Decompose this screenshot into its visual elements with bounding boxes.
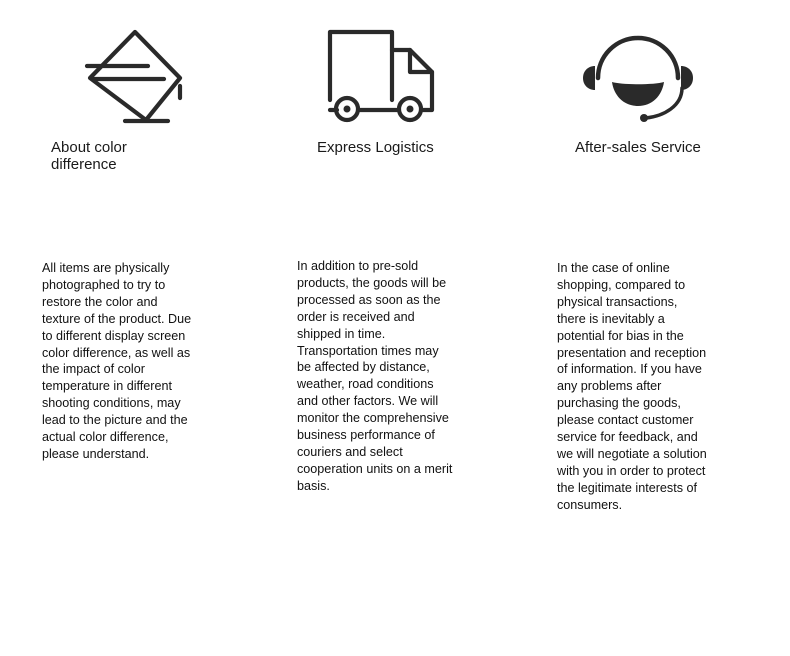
customer-service-headset-icon bbox=[578, 26, 698, 126]
column-1-body: All items are physically photographed to try to restore the color and texture of the product. Due to different display screen color difference, as well as the impact of color temperature in different shooting conditions, may lead to the picture and the actual color difference, please understand. bbox=[42, 261, 192, 461]
delivery-truck-icon bbox=[322, 26, 440, 126]
column-2-body: In addition to pre-sold products, the goods will be processed as soon as the order is received and shipped in time. Transportation times may be affected by distance, weather, road conditions and other factors. We will monitor the comprehensive business performance of couriers and select cooperation units on a merit basis. bbox=[297, 259, 453, 493]
column-3-body: In the case of online shopping, compared to physical transactions, there is inevitably a potential for bias in the presentation and reception of information. If you have any problems after purchasing the goods, please contact customer service for feedback, and we will negotiate a solution with you in order to protect the legitimate interests of consumers. bbox=[557, 261, 707, 512]
paint-bucket-icon bbox=[80, 28, 190, 128]
column-1-title: About color difference bbox=[51, 139, 127, 173]
column-2-title: Express Logistics bbox=[317, 139, 434, 156]
column-3-title: After-sales Service bbox=[575, 139, 701, 156]
